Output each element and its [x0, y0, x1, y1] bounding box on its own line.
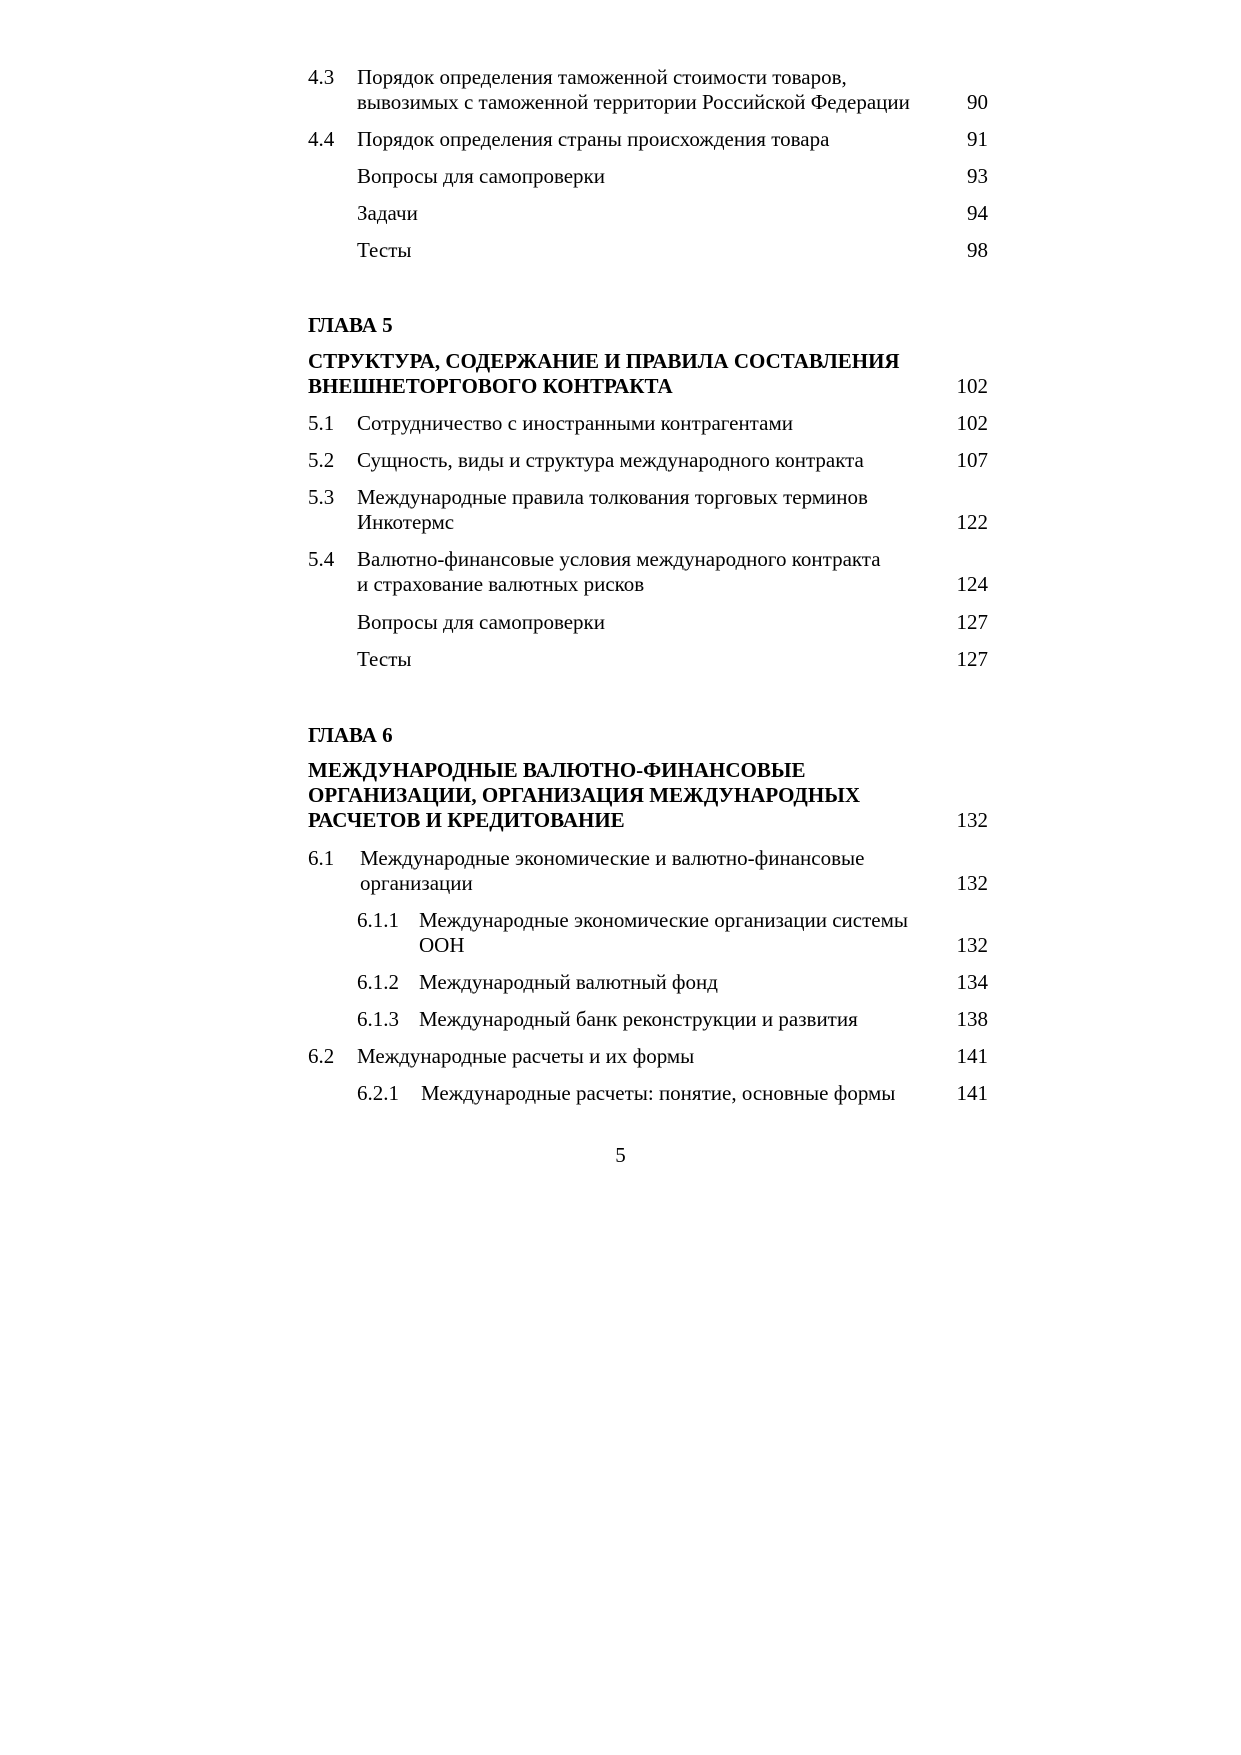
toc-entry-title: и страхование валютных рисков — [357, 572, 645, 596]
toc-entry-title: Тесты — [357, 647, 412, 671]
toc-entry-page: 90 — [967, 90, 988, 114]
toc-entry-title: Порядок определения таможенной стоимости товаров, — [357, 65, 847, 89]
toc-entry-page: 132 — [956, 933, 988, 957]
toc-entry-page: 141 — [956, 1044, 988, 1068]
toc-entry-page: 127 — [956, 610, 988, 634]
chapter-title: РАСЧЕТОВ И КРЕДИТОВАНИЕ — [308, 808, 625, 832]
toc-entry-number: 4.4 — [308, 127, 335, 151]
toc-entry-title: Международный валютный фонд — [419, 970, 718, 994]
toc-entry-title: Международные экономические организации системы — [419, 908, 908, 932]
toc-entry-number: 6.1.1 — [357, 908, 399, 932]
toc-entry-page: 107 — [956, 448, 988, 472]
toc-entry-page: 91 — [967, 127, 988, 151]
toc-entry-title: Вопросы для самопроверки — [357, 610, 606, 634]
toc-entry-number: 6.2.1 — [357, 1081, 399, 1105]
toc-entry-number: 5.2 — [308, 448, 335, 472]
page-number: 5 — [615, 1143, 626, 1167]
toc-entry-title: Международные расчеты и их формы — [357, 1044, 695, 1068]
chapter-title: СТРУКТУРА, СОДЕРЖАНИЕ И ПРАВИЛА СОСТАВЛЕНИЯ — [308, 349, 900, 373]
toc-entry-title: Международный банк реконструкции и развития — [419, 1007, 858, 1031]
toc-entry-number: 5.1 — [308, 411, 335, 435]
toc-entry-page: 132 — [956, 808, 988, 832]
toc-entry-title: организации — [360, 871, 473, 895]
toc-entry-page: 127 — [956, 647, 988, 671]
toc-entry-number: 6.1.2 — [357, 970, 399, 994]
toc-entry-page: 138 — [956, 1007, 988, 1031]
toc-entry-title: Международные расчеты: понятие, основные формы — [421, 1081, 896, 1105]
toc-entry-number: 4.3 — [308, 65, 335, 89]
toc-entry-title: ООН — [419, 933, 465, 957]
toc-entry-title: Инкотермс — [357, 510, 455, 534]
toc-entry-number: 6.2 — [308, 1044, 335, 1068]
toc-entry-title: Сотрудничество с иностранными контрагентами — [357, 411, 793, 435]
toc-entry-page: 124 — [956, 572, 988, 596]
toc-entry-page: 102 — [956, 374, 988, 398]
toc-entry-title: Задачи — [357, 201, 418, 225]
toc-entry-title: вывозимых с таможенной территории Российской Федерации — [357, 90, 910, 114]
toc-entry-page: 122 — [956, 510, 988, 534]
toc-entry-title: Вопросы для самопроверки — [357, 164, 606, 188]
chapter-title: ОРГАНИЗАЦИИ, ОРГАНИЗАЦИЯ МЕЖДУНАРОДНЫХ — [308, 783, 860, 807]
chapter-label: ГЛАВА 6 — [308, 723, 393, 747]
toc-entry-number: 6.1.3 — [357, 1007, 399, 1031]
toc-entry-page: 102 — [956, 411, 988, 435]
toc-entry-number: 5.4 — [308, 547, 335, 571]
toc-entry-page: 141 — [956, 1081, 988, 1105]
toc-entry-title: Порядок определения страны происхождения товара — [357, 127, 830, 151]
chapter-title: ВНЕШНЕТОРГОВОГО КОНТРАКТА — [308, 374, 673, 398]
chapter-label: ГЛАВА 5 — [308, 313, 393, 337]
toc-entry-number: 5.3 — [308, 485, 335, 509]
toc-entry-title: Тесты — [357, 238, 412, 262]
chapter-title: МЕЖДУНАРОДНЫЕ ВАЛЮТНО-ФИНАНСОВЫЕ — [308, 758, 806, 782]
toc-entry-title: Сущность, виды и структура международного контракта — [357, 448, 864, 472]
toc-entry-page: 94 — [967, 201, 988, 225]
toc-entry-page: 132 — [956, 871, 988, 895]
toc-entry-number: 6.1 — [308, 846, 335, 870]
toc-entry-title: Валютно-финансовые условия международного контракта — [357, 547, 881, 571]
toc-entry-page: 93 — [967, 164, 988, 188]
toc-entry-title: Международные правила толкования торговых терминов — [357, 485, 868, 509]
toc-entry-title: Международные экономические и валютно-финансовые — [360, 846, 865, 870]
toc-entry-page: 98 — [967, 238, 988, 262]
toc-entry-page: 134 — [956, 970, 988, 994]
